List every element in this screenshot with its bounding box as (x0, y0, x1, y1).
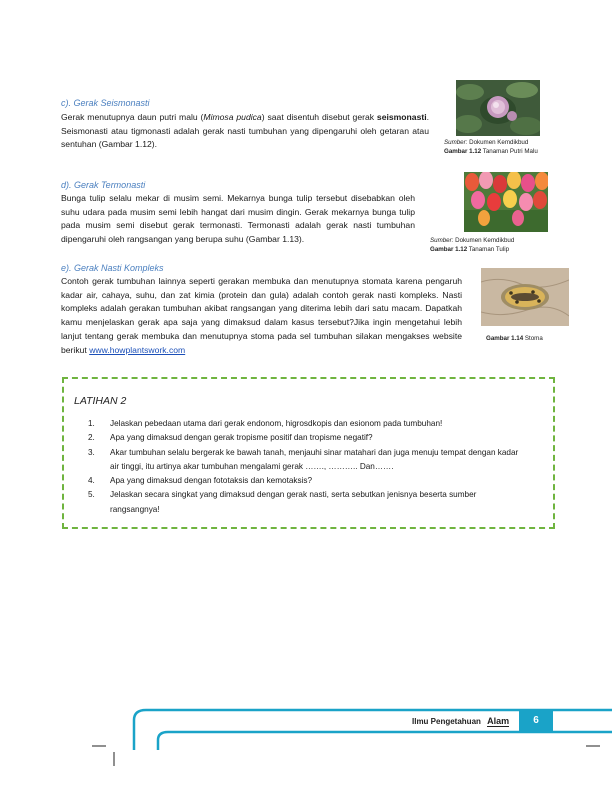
text: Contoh gerak tumbuhan lainnya seperti gerakan membuka dan menutupnya stomata karena pengaruh kadar air, cahaya, suhu, dan zat kimia (protein dan gula) adalah contoh gerak nasti kompleks. Nasti kompleks adalah gerakan tumbuhan akibat rangsangan yang diterima lebih dari satu macam. Dapatkah kamu menjelaskan gerak apa saja yang dimaksud dalam kasus tersebut?Jika ingin mengetahui lebih lanjut tentang gerak membuka dan menutupnya stoma pada sel tumbuhan silakan mengakses website berikut (61, 276, 462, 355)
species-name: Mimosa pudica (203, 112, 262, 122)
paragraph-termonasti: Bunga tulip selalu mekar di musim semi. Mekarnya bunga tulip tersebut disebabkan oleh suhu udara pada musim semi lebih hangat dari musim dingin. Gerak mekarnya bunga tulip pada musim semi disebut gerak termonasti. Termonasti adalah gerak nasti tumbuhan dipengaruhi oleh rangsangan yang berupa suhu (Gambar 1.13). (61, 193, 415, 245)
paragraph-nasti-kompleks (61, 275, 462, 357)
item-text: Jelaskan secara singkat yang dimaksud dengan gerak nasti, serta sebutkan jenisnya beserta sumber rangsangnya! (110, 490, 477, 514)
item-number: 4. (88, 476, 95, 486)
item-text: Apa yang dimaksud dengan gerak tropisme positif dan tropisme negatif? (110, 433, 373, 443)
term-seismonasti: seismonasti (376, 112, 427, 122)
text: . Seismonasti atau tigmonasti adalah gerak nasti tumbuhan yang dipengaruhi oleh getaran atau sentuhan (Gambar 1.12). (61, 112, 429, 150)
image-putri-malu (456, 80, 540, 136)
list-item (88, 431, 528, 445)
page-number: 6 (533, 715, 539, 726)
item-number: 5. (88, 490, 95, 500)
list-item (88, 446, 528, 475)
caption-label: Gambar 1.14 (486, 335, 524, 342)
latihan-list (88, 417, 528, 517)
item-number: 2. (88, 433, 95, 443)
text: Gerak menutupnya daun putri malu ( (61, 112, 204, 122)
latihan-box (62, 377, 555, 529)
paragraph-seismonasti (61, 111, 429, 152)
footer-subject (412, 716, 509, 726)
caption-source: Dokumen Kemdikbud (467, 139, 529, 146)
caption-gambar-1-12-putri-malu (444, 138, 569, 156)
caption-text: Tanaman Putri Malu (481, 148, 538, 155)
latihan-title: LATIHAN 2 (74, 395, 127, 407)
heading-gerak-seismonasti: c). Gerak Seismonasti (61, 98, 150, 108)
list-item (88, 474, 528, 488)
caption-source-label: Sumber: (430, 237, 454, 244)
list-item (88, 488, 528, 517)
item-text: Akar tumbuhan selalu bergerak ke bawah tanah, menjauhi sinar matahari dan juga menuju tempat dengan kadar air tinggi, itu artinya akar tumbuhan mengalami gerak ……., ……….. Dan……. (110, 447, 519, 471)
heading-gerak-nasti-kompleks: e). Gerak Nasti Kompleks (61, 263, 164, 273)
caption-gambar-1-12-tulip (430, 236, 555, 254)
caption-label: Gambar 1.12 (430, 246, 468, 253)
caption-text: Tanaman Tulip (467, 246, 510, 253)
caption-text: Stoma (523, 335, 543, 342)
image-tulip (464, 172, 548, 232)
item-text: Apa yang dimaksud dengan fototaksis dan kemotaksis? (110, 476, 313, 486)
caption-source-label: Sumber: (444, 139, 468, 146)
list-item (88, 417, 528, 431)
text: ) saat disentuh disebut gerak (261, 112, 377, 122)
image-stoma (481, 268, 569, 326)
footer-subject-a: Ilmu Pengetahuan (412, 717, 481, 726)
item-number: 1. (88, 419, 95, 428)
item-text: Jelaskan pebedaan utama dari gerak endonom, higrosdkopis dan esionom pada tumbuhan! (110, 419, 443, 428)
link-howplantswork[interactable]: www.howplantswork.com (89, 344, 186, 355)
item-number: 3. (88, 447, 95, 457)
footer-frame (0, 700, 612, 792)
footer-subject-b: Alam (487, 716, 510, 726)
caption-source: Dokumen Kemdikbud (453, 237, 515, 244)
caption-gambar-1-14-stoma (486, 334, 576, 343)
caption-label: Gambar 1.12 (444, 148, 482, 155)
heading-gerak-termonasti: d). Gerak Termonasti (61, 180, 146, 190)
